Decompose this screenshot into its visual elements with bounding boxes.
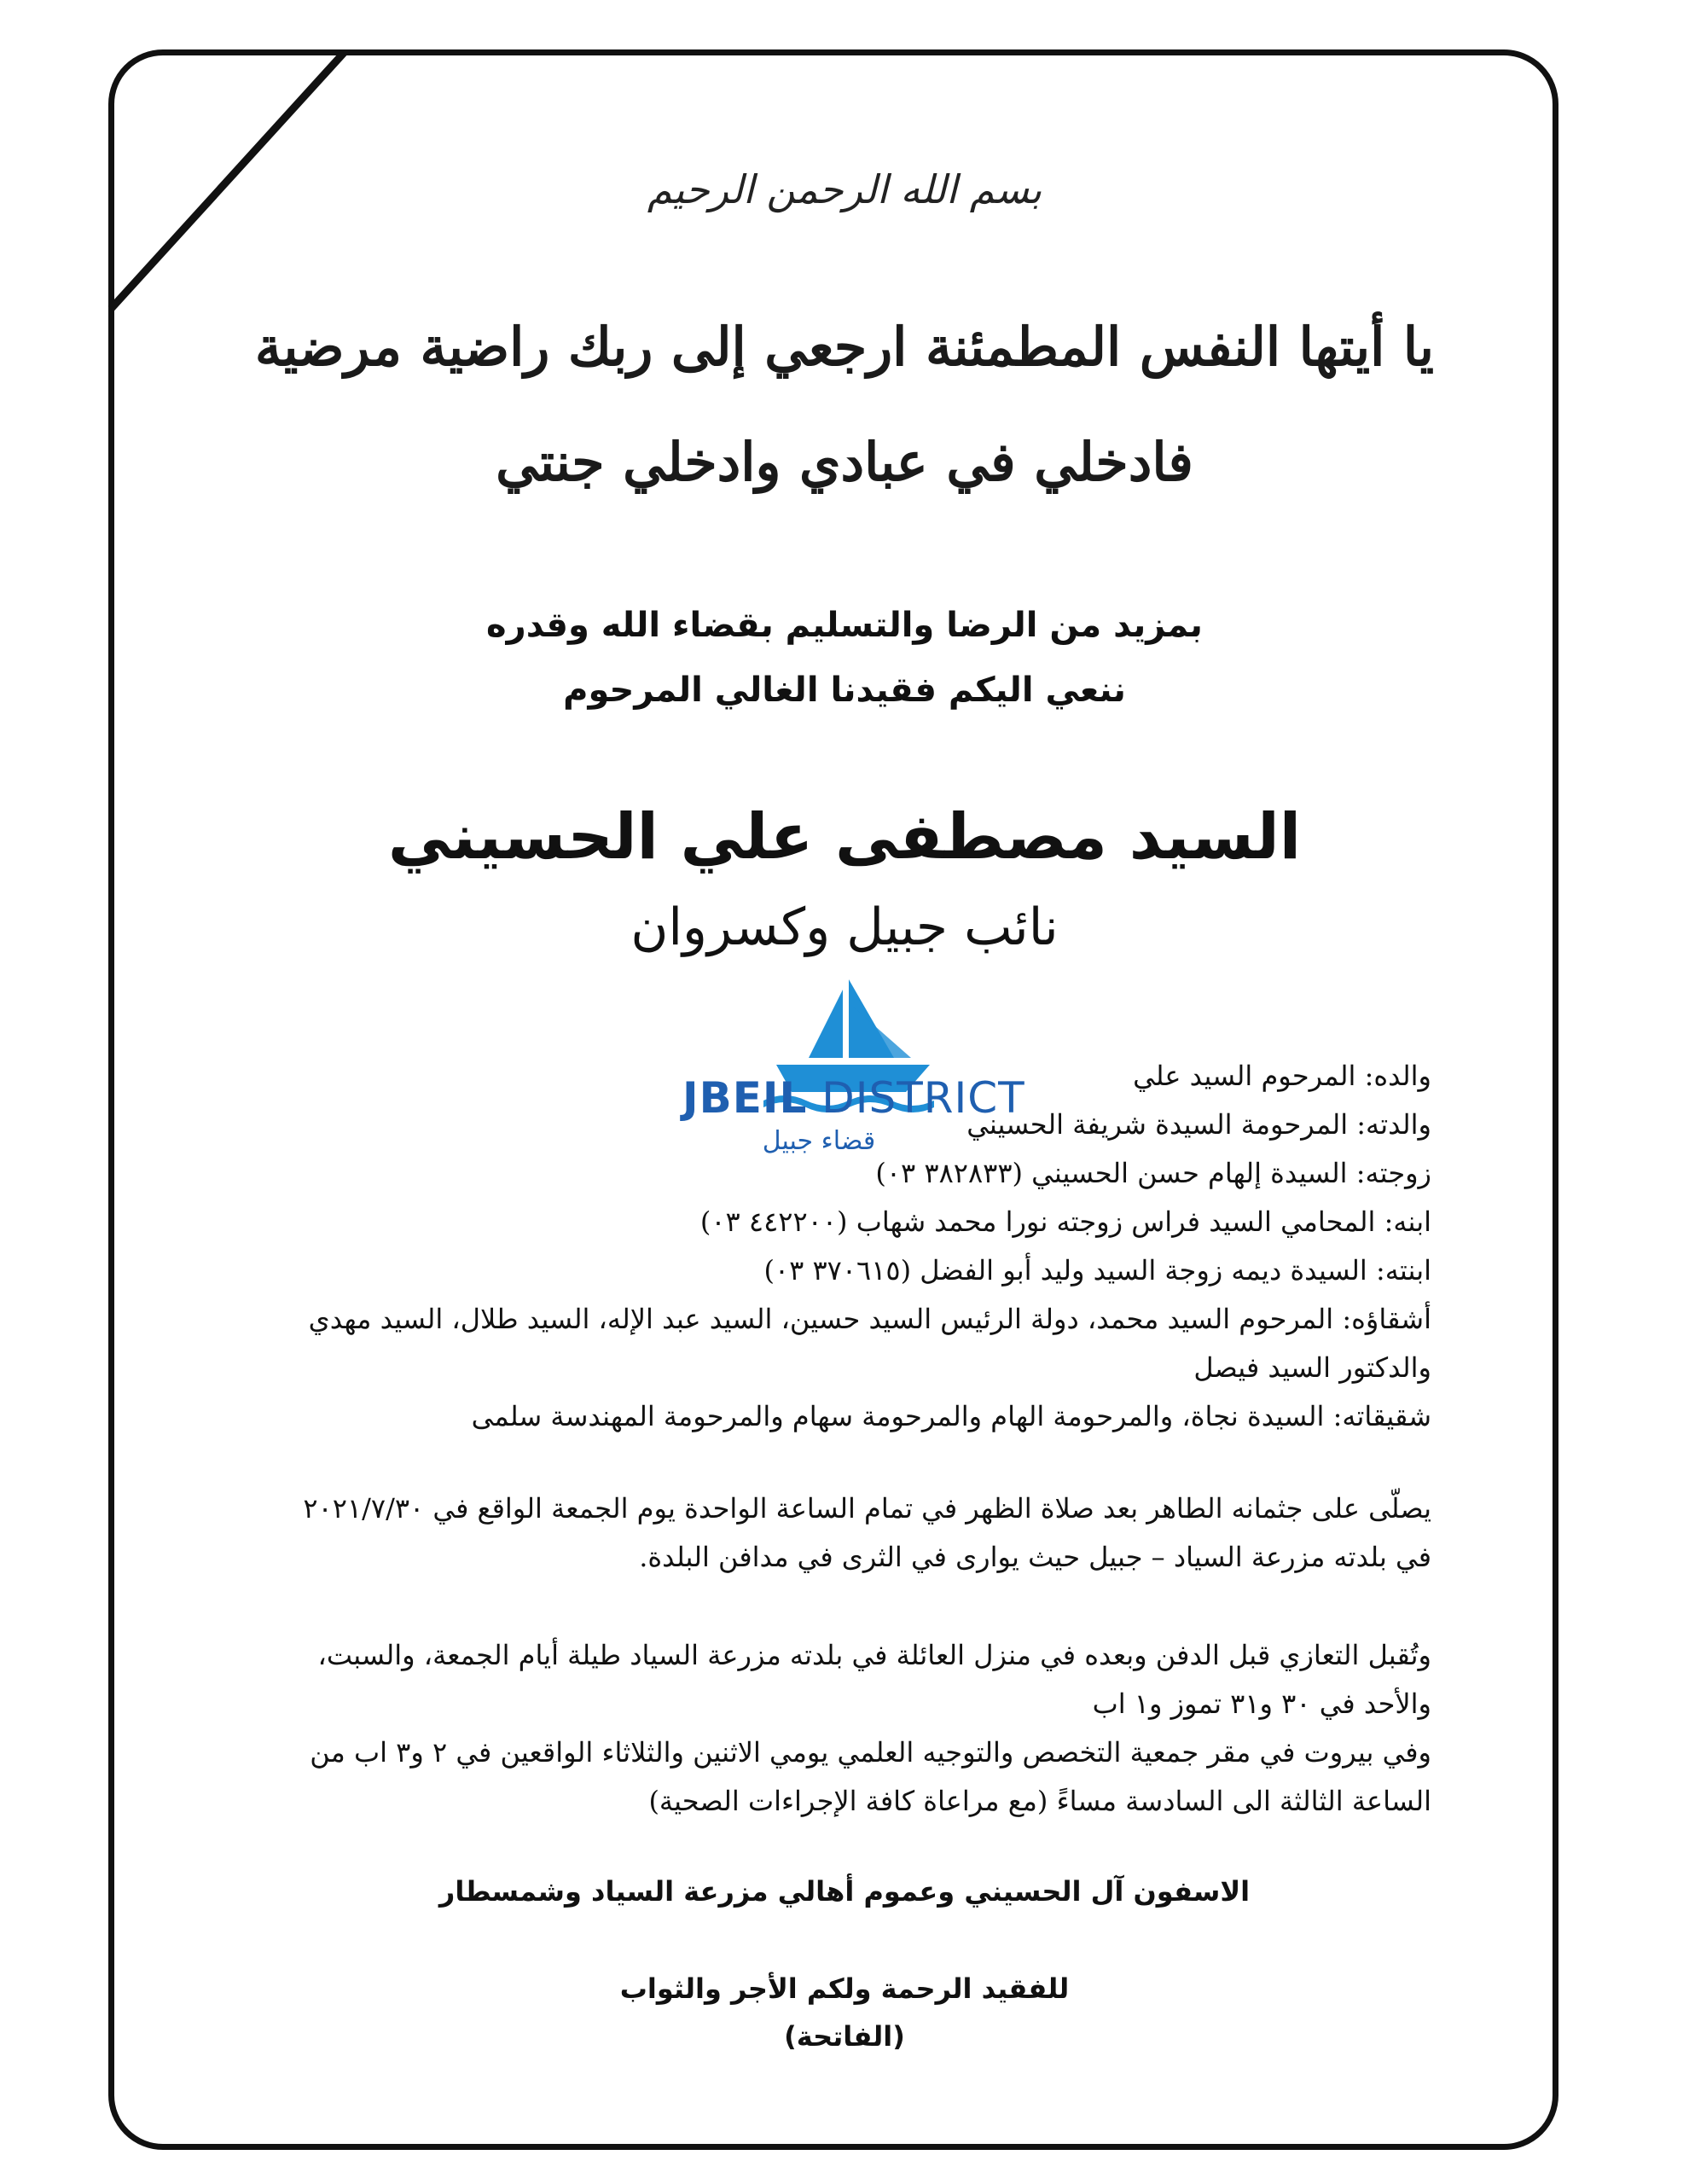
logo-brand-arabic: قضاء جبيل (762, 1126, 876, 1156)
closing-line-2: (الفاتحة) (784, 2020, 905, 2053)
quran-verse-line-2: فادخلي في عبادي وادخلي جنتي (496, 431, 1193, 493)
family-son: ابنه: المحامي السيد فراس زوجته نورا محمد شهاب (٤٤٢٢٠٠ ٠٣) (699, 1205, 1431, 1238)
closing-line-1: للفقيد الرحمة ولكم الأجر والثواب (619, 1972, 1070, 2005)
logo-brand-bold: JBEIL (682, 1073, 808, 1123)
condolences-paragraph (220, 1631, 1431, 1826)
family-daughter: ابنته: السيدة ديمه زوجة السيد وليد أبو الفضل (٣٧٠٦١٥ ٠٣) (763, 1254, 1431, 1287)
family-mother: والدته: المرحومة السيدة شريفة الحسيني (966, 1108, 1431, 1141)
deceased-title: نائب جبيل وكسروان (630, 897, 1059, 957)
family-sisters: شقيقاته: السيدة نجاة، والمرحومة الهام والمرحومة سهام والمرحومة المهندسة سلمى (471, 1400, 1431, 1432)
logo-brand-thin: DISTRICT (807, 1073, 1025, 1123)
condolences-line-3: وفي بيروت في مقر جمعية التخصص والتوجيه العلمي يومي الاثنين والثلاثاء الواقعين في ٢ و٣ اب من (310, 1736, 1431, 1769)
condolences-line-1: وتُقبل التعازي قبل الدفن وبعده في منزل العائلة في بلدته مزرعة السياد طيلة أيام الجمعة، والسبت، (317, 1639, 1431, 1671)
family-wife: زوجته: السيدة إلهام حسن الحسيني (٣٨٢٨٣٣ ٠٣) (875, 1157, 1431, 1189)
family-brothers: أشقاؤه: المرحوم السيد محمد، دولة الرئيس السيد حسين، السيد عبد الإله، السيد طلال، السيد مهدي (308, 1303, 1431, 1335)
prayer-line-1: يصلّى على جثمانه الطاهر بعد صلاة الظهر في تمام الساعة الواحدة يوم الجمعة الواقع في ٢٠٢١/٧/٣٠ (303, 1492, 1431, 1525)
quran-verse-line-1: يا أيتها النفس المطمئنة ارجعي إلى ربك راضية مرضية (254, 316, 1435, 378)
prayer-paragraph (220, 1484, 1431, 1582)
intro-line-1: بمزيد من الرضا والتسليم بقضاء الله وقدره (486, 606, 1203, 645)
basmala: بسم الله الرحمن الرحيم (647, 166, 1042, 212)
condolences-line-2: والأحد في ٣٠ و٣١ تموز و١ اب (1092, 1687, 1431, 1720)
condolences-line-4: الساعة الثالثة الى السادسة مساءً (مع مراعاة كافة الإجراءات الصحية) (648, 1785, 1431, 1817)
prayer-line-2: في بلدته مزرعة السياد – جبيل حيث يوارى في الثرى في مدافن البلدة. (639, 1541, 1431, 1573)
deceased-name: السيد مصطفى علي الحسيني (387, 800, 1302, 874)
family-father: والده: المرحوم السيد علي (1133, 1060, 1431, 1092)
family-brothers-cont: والدكتور السيد فيصل (1193, 1351, 1431, 1384)
intro-line-2: ننعي اليكم فقيدنا الغالي المرحوم (563, 671, 1126, 710)
family-list (220, 1052, 1431, 1441)
mourners-line: الاسفون آل الحسيني وعموم أهالي مزرعة السياد وشمسطار (438, 1875, 1251, 1908)
